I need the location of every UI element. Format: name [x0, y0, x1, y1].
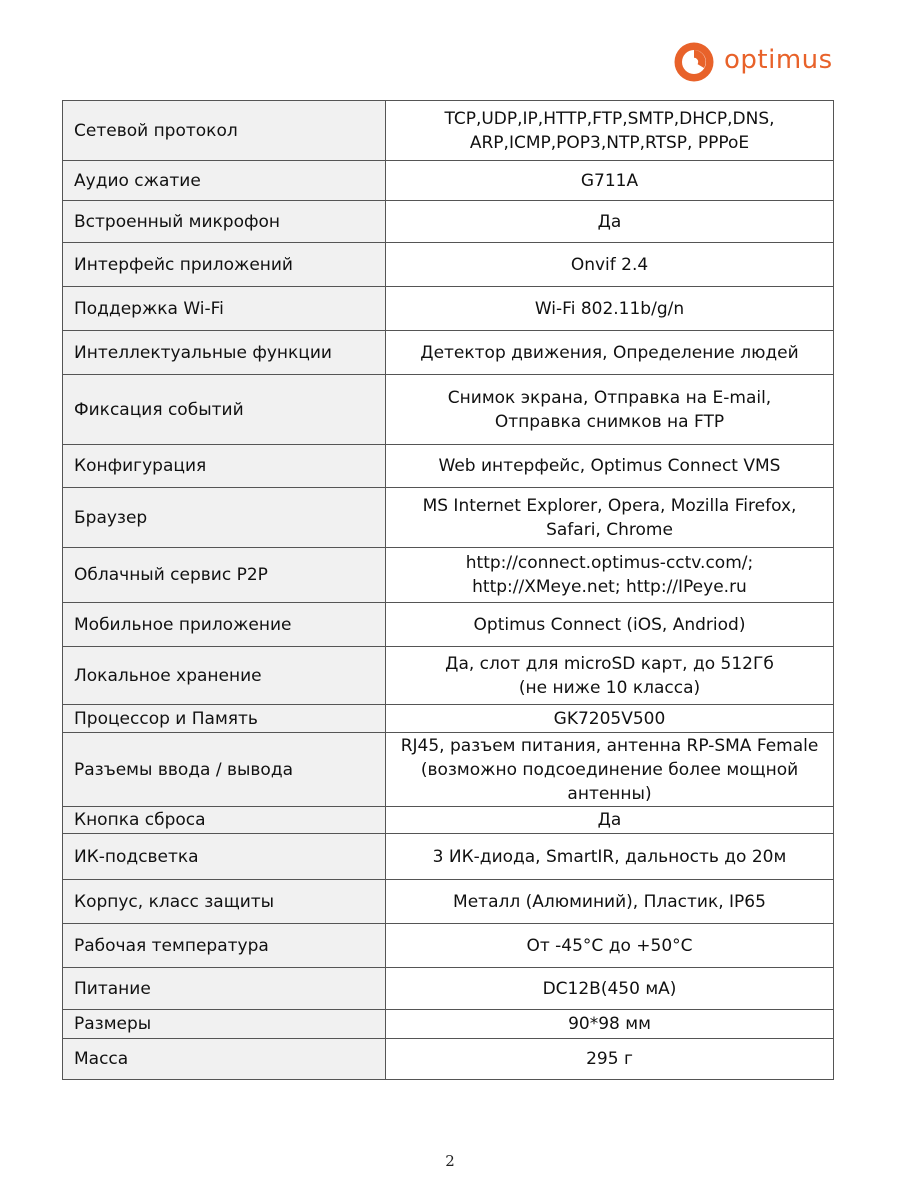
- table-row: [63, 807, 834, 834]
- spec-value: TCP,UDP,IP,HTTP,FTP,SMTP,DHCP,DNS, ARP,ICMP,POP3,NTP,RTSP, PPPoE: [386, 101, 834, 161]
- spec-label: Фиксация событий: [63, 375, 386, 445]
- spec-value: 295 г: [386, 1039, 834, 1080]
- spec-label: Встроенный микрофон: [63, 201, 386, 243]
- spec-label: Конфигурация: [63, 445, 386, 488]
- table-row: [63, 834, 834, 880]
- spec-value: Да: [386, 201, 834, 243]
- spec-label: Разъемы ввода / вывода: [63, 733, 386, 807]
- table-row: [63, 603, 834, 647]
- table-row: [63, 375, 834, 445]
- spec-label: Размеры: [63, 1010, 386, 1039]
- table-row: [63, 968, 834, 1010]
- spec-label: Браузер: [63, 488, 386, 548]
- page-number: 2: [445, 1152, 455, 1170]
- table-row: [63, 161, 834, 201]
- spec-label: Аудио сжатие: [63, 161, 386, 201]
- spec-value: Снимок экрана, Отправка на E-mail, Отправка снимков на FTP: [386, 375, 834, 445]
- spec-value: Детектор движения, Определение людей: [386, 331, 834, 375]
- table-row: [63, 548, 834, 603]
- table-row: [63, 101, 834, 161]
- table-row: [63, 201, 834, 243]
- table-row: [63, 1010, 834, 1039]
- spec-label: Питание: [63, 968, 386, 1010]
- table-row: [63, 733, 834, 807]
- spec-label: Интерфейс приложений: [63, 243, 386, 287]
- table-row: [63, 647, 834, 705]
- spec-label: Интеллектуальные функции: [63, 331, 386, 375]
- spec-value: Да: [386, 807, 834, 834]
- table-row: [63, 488, 834, 548]
- spec-label: Облачный сервис P2P: [63, 548, 386, 603]
- spec-value: 3 ИК-диода, SmartIR, дальность до 20м: [386, 834, 834, 880]
- spec-value: Wi-Fi 802.11b/g/n: [386, 287, 834, 331]
- table-row: [63, 243, 834, 287]
- spec-value: MS Internet Explorer, Opera, Mozilla Firefox, Safari, Chrome: [386, 488, 834, 548]
- table-row: [63, 445, 834, 488]
- table-row: [63, 331, 834, 375]
- spec-label: Корпус, класс защиты: [63, 880, 386, 924]
- spec-value: Да, слот для microSD карт, до 512Гб (не ниже 10 класса): [386, 647, 834, 705]
- spec-label: Локальное хранение: [63, 647, 386, 705]
- table-row: [63, 705, 834, 733]
- spec-value: 90*98 мм: [386, 1010, 834, 1039]
- spec-value: От -45°C до +50°C: [386, 924, 834, 968]
- spec-label: Рабочая температура: [63, 924, 386, 968]
- table-row: [63, 287, 834, 331]
- spec-label: Мобильное приложение: [63, 603, 386, 647]
- table-row: [63, 924, 834, 968]
- spec-value: http://connect.optimus-cctv.com/; http://XMeye.net; http://IPeye.ru: [386, 548, 834, 603]
- spec-label: Сетевой протокол: [63, 101, 386, 161]
- spec-label: Процессор и Память: [63, 705, 386, 733]
- table-row: [63, 880, 834, 924]
- spec-label: ИК-подсветка: [63, 834, 386, 880]
- spec-value: Металл (Алюминий), Пластик, IP65: [386, 880, 834, 924]
- spec-value: Onvif 2.4: [386, 243, 834, 287]
- spec-value: DC12В(450 мА): [386, 968, 834, 1010]
- table-row: [63, 1039, 834, 1080]
- spec-value: Web интерфейс, Optimus Connect VMS: [386, 445, 834, 488]
- brand-logo: [673, 40, 833, 84]
- optimus-logo-icon: [673, 41, 715, 83]
- spec-value: RJ45, разъем питания, антенна RP-SMA Female (возможно подсоединение более мощной антенны): [386, 733, 834, 807]
- logo-text: optimus: [724, 45, 833, 75]
- specifications-table: [62, 100, 834, 1080]
- spec-label: Поддержка Wi-Fi: [63, 287, 386, 331]
- spec-value: Optimus Connect (iOS, Andriod): [386, 603, 834, 647]
- spec-value: GK7205V500: [386, 705, 834, 733]
- spec-value: G711A: [386, 161, 834, 201]
- spec-label: Кнопка сброса: [63, 807, 386, 834]
- spec-label: Масса: [63, 1039, 386, 1080]
